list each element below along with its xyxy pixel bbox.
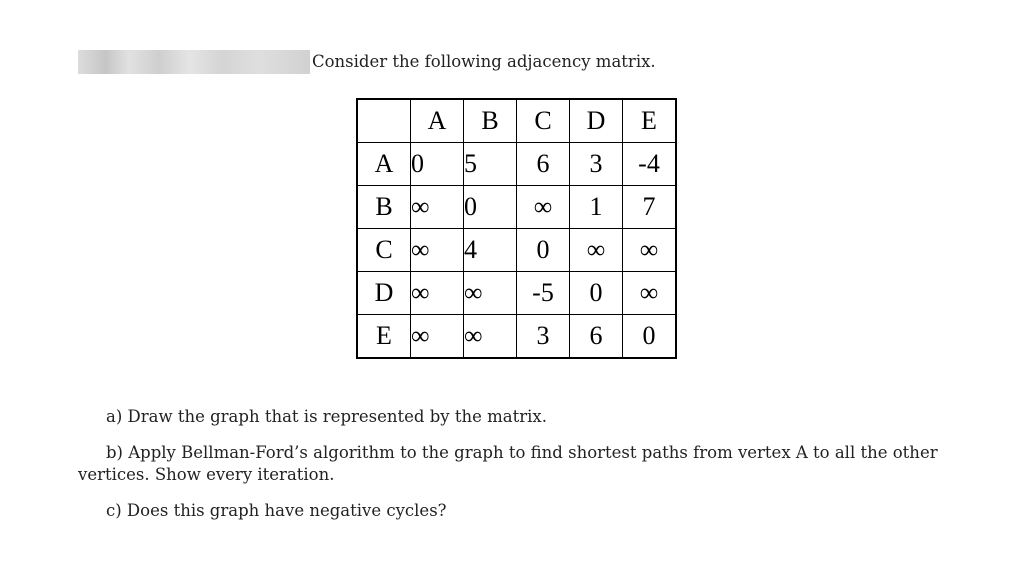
matrix-row [357,229,676,272]
matrix-cell: 6 [517,143,570,186]
matrix-cell: 0 [570,272,623,315]
matrix-cell: 0 [411,143,464,186]
redacted-text [78,50,310,74]
matrix-column-header: C [517,99,570,143]
matrix-cell: 7 [623,186,677,229]
matrix-row-header: E [357,315,411,359]
matrix-cell: 4 [464,229,517,272]
matrix-row [357,186,676,229]
adjacency-matrix [356,98,677,359]
matrix-cell: 5 [464,143,517,186]
matrix-column-header: E [623,99,677,143]
matrix-cell: 3 [517,315,570,359]
matrix-cell: 0 [623,315,677,359]
matrix-column-header: D [570,99,623,143]
matrix-row-header: A [357,143,411,186]
matrix-cell: ∞ [623,272,677,315]
matrix-corner-cell [357,99,411,143]
question-a: a) Draw the graph that is represented by the matrix. [106,407,547,426]
matrix-row [357,272,676,315]
matrix-cell: 3 [570,143,623,186]
matrix-column-header: B [464,99,517,143]
question-c: c) Does this graph have negative cycles? [106,501,447,520]
matrix-row-header: D [357,272,411,315]
matrix-header-row [357,99,676,143]
intro-text: Consider the following adjacency matrix. [312,52,656,71]
matrix-cell: ∞ [411,186,464,229]
matrix-cell: 0 [464,186,517,229]
matrix-cell: 6 [570,315,623,359]
matrix-row-header: B [357,186,411,229]
matrix-cell: ∞ [623,229,677,272]
matrix-column-header: A [411,99,464,143]
matrix-row [357,143,676,186]
matrix-cell: ∞ [517,186,570,229]
matrix-cell: 1 [570,186,623,229]
matrix-row [357,315,676,359]
matrix-cell: ∞ [411,315,464,359]
matrix-cell: -5 [517,272,570,315]
matrix-cell: ∞ [411,272,464,315]
matrix-cell: 0 [517,229,570,272]
matrix-cell: ∞ [464,272,517,315]
matrix-cell: -4 [623,143,677,186]
matrix-cell: ∞ [570,229,623,272]
matrix-cell: ∞ [411,229,464,272]
matrix-row-header: C [357,229,411,272]
matrix-cell: ∞ [464,315,517,359]
question-b: b) Apply Bellman-Ford’s algorithm to the graph to find shortest paths from vertex A to all the other vertices. Show every iteration. [78,443,938,484]
